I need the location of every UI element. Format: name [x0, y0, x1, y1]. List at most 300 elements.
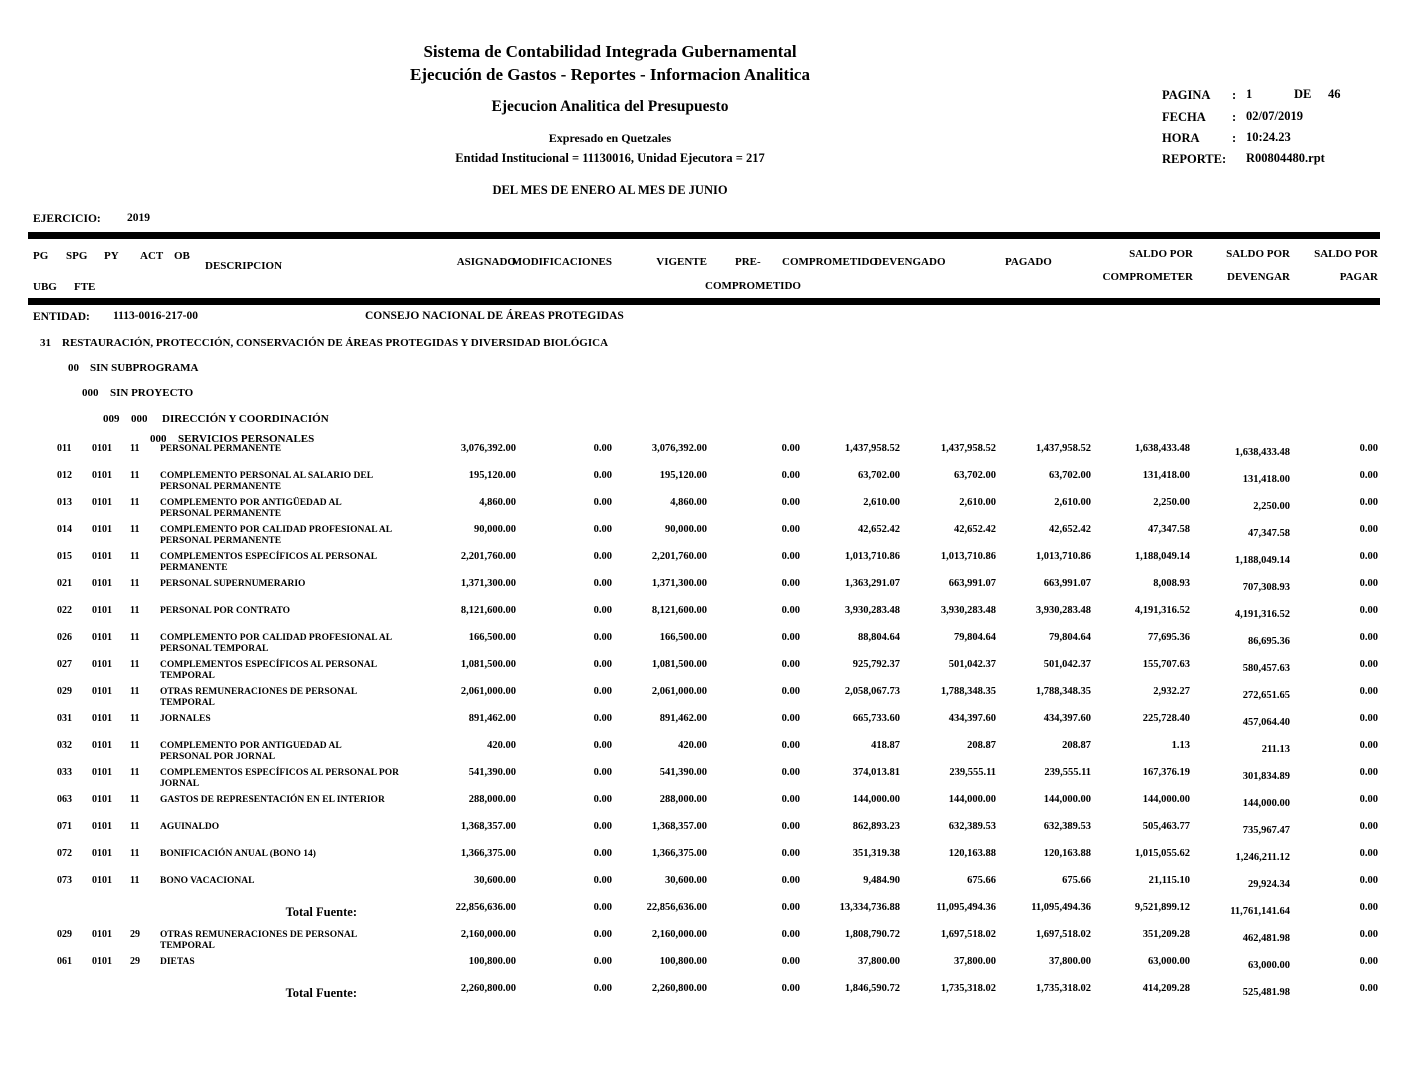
- cell-devengado: 1,697,518.02: [940, 929, 996, 940]
- cell-pre-comprometido: 0.00: [781, 794, 800, 805]
- col-pre-line2: COMPROMETIDO: [705, 280, 801, 292]
- cell-modificaciones: 0.00: [593, 524, 612, 535]
- total-label: Total Fuente:: [285, 905, 357, 919]
- cell-devengado: 434,397.60: [948, 713, 996, 724]
- cell-modificaciones: 0.00: [593, 443, 612, 454]
- col-saldo-devengar-line1: SALDO POR: [1226, 248, 1290, 260]
- description-line: JORNAL: [160, 779, 200, 789]
- ejercicio-value: 2019: [127, 212, 150, 224]
- cell-pagado: 434,397.60: [1043, 713, 1091, 724]
- cell-pre-comprometido: 0.00: [781, 659, 800, 670]
- cell-saldo-pagar: 0.00: [1359, 713, 1378, 724]
- cell-saldo-devengar: 525,481.98: [1242, 987, 1290, 998]
- cell-saldo-comprometer: 414,209.28: [1142, 983, 1190, 994]
- cell-comprometido: 9,484.90: [863, 875, 900, 886]
- cell-saldo-devengar: 4,191,316.52: [1234, 609, 1290, 620]
- cell-asignado: 4,860.00: [479, 497, 516, 508]
- description: [160, 551, 445, 574]
- description-line: COMPLEMENTOS ESPECÍFICOS AL PERSONAL: [160, 660, 378, 670]
- cell-saldo-pagar: 0.00: [1359, 983, 1378, 994]
- cell-saldo-comprometer: 2,250.00: [1153, 497, 1190, 508]
- report-subtitle: Ejecución de Gastos - Reportes - Informacion Analitica: [410, 65, 810, 84]
- code-ob: 027: [57, 659, 72, 670]
- code-ubg: 0101: [92, 686, 112, 697]
- code-fte: 11: [130, 686, 140, 697]
- cell-modificaciones: 0.00: [593, 821, 612, 832]
- table-row: [0, 443, 1408, 470]
- cell-modificaciones: 0.00: [593, 956, 612, 967]
- col-py: PY: [104, 250, 119, 262]
- cell-saldo-comprometer: 155,707.63: [1142, 659, 1190, 670]
- cell-saldo-devengar: 580,457.63: [1242, 663, 1290, 674]
- code-fte: 11: [130, 713, 140, 724]
- description-line: PERSONAL POR JORNAL: [160, 752, 276, 762]
- actividad-name: DIRECCIÓN Y COORDINACIÓN: [162, 413, 329, 425]
- cell-asignado: 3,076,392.00: [460, 443, 516, 454]
- description-line: PERSONAL PERMANENTE: [160, 536, 282, 546]
- cell-asignado: 2,061,000.00: [460, 686, 516, 697]
- code-ubg: 0101: [92, 929, 112, 940]
- hora-label: HORA: [1162, 131, 1200, 145]
- cell-comprometido: 42,652.42: [858, 524, 900, 535]
- cell-pre-comprometido: 0.00: [781, 929, 800, 940]
- cell-comprometido: 665,733.60: [852, 713, 900, 724]
- cell-pagado: 1,735,318.02: [1035, 983, 1091, 994]
- code-fte: 11: [130, 794, 140, 805]
- cell-pagado: 501,042.37: [1043, 659, 1091, 670]
- table-row: [0, 956, 1408, 983]
- cell-saldo-devengar: 457,064.40: [1242, 717, 1290, 728]
- cell-pre-comprometido: 0.00: [781, 578, 800, 589]
- table-row: [0, 578, 1408, 605]
- cell-devengado: 144,000.00: [948, 794, 996, 805]
- actividad-code1: 009: [103, 413, 120, 425]
- description: [160, 767, 445, 790]
- cell-comprometido: 2,058,067.73: [844, 686, 900, 697]
- cell-pagado: 1,013,710.86: [1035, 551, 1091, 562]
- cell-pagado: 42,652.42: [1049, 524, 1091, 535]
- description: [160, 875, 445, 887]
- cell-pre-comprometido: 0.00: [781, 848, 800, 859]
- code-ob: 012: [57, 470, 72, 481]
- cell-devengado: 208.87: [967, 740, 996, 751]
- cell-asignado: 22,856,636.00: [455, 902, 516, 913]
- col-saldo-pagar-line1: SALDO POR: [1314, 248, 1378, 260]
- cell-vigente: 2,201,760.00: [651, 551, 707, 562]
- total-pages: 46: [1328, 87, 1341, 101]
- table-row: [0, 929, 1408, 956]
- description-line: COMPLEMENTO POR CALIDAD PROFESIONAL AL: [160, 525, 393, 535]
- cell-modificaciones: 0.00: [593, 659, 612, 670]
- cell-comprometido: 1,437,958.52: [844, 443, 900, 454]
- report-name: Ejecucion Analitica del Presupuesto: [491, 98, 729, 115]
- code-fte: 11: [130, 767, 140, 778]
- col-comprometido: COMPROMETIDO: [782, 256, 878, 268]
- cell-comprometido: 144,000.00: [852, 794, 900, 805]
- cell-asignado: 1,366,375.00: [460, 848, 516, 859]
- cell-pre-comprometido: 0.00: [781, 875, 800, 886]
- cell-saldo-pagar: 0.00: [1359, 659, 1378, 670]
- cell-saldo-devengar: 1,638,433.48: [1234, 447, 1290, 458]
- cell-saldo-comprometer: 1,188,049.14: [1134, 551, 1190, 562]
- cell-devengado: 3,930,283.48: [940, 605, 996, 616]
- description-line: TEMPORAL: [160, 941, 215, 951]
- cell-saldo-comprometer: 144,000.00: [1142, 794, 1190, 805]
- description: [160, 740, 445, 763]
- cell-pre-comprometido: 0.00: [781, 524, 800, 535]
- code-fte: 29: [130, 929, 140, 940]
- entidad-label: ENTIDAD:: [33, 311, 90, 323]
- table-row: [0, 659, 1408, 686]
- cell-pagado: 1,788,348.35: [1035, 686, 1091, 697]
- cell-devengado: 1,013,710.86: [940, 551, 996, 562]
- cell-modificaciones: 0.00: [593, 875, 612, 886]
- cell-pagado: 239,555.11: [1044, 767, 1091, 778]
- code-ob: 026: [57, 632, 72, 643]
- cell-comprometido: 925,792.37: [852, 659, 900, 670]
- cell-saldo-devengar: 707,308.93: [1242, 582, 1290, 593]
- code-ubg: 0101: [92, 821, 112, 832]
- description-line: PERSONAL PERMANENTE: [160, 444, 282, 454]
- cell-devengado: 120,163.88: [948, 848, 996, 859]
- cell-comprometido: 862,893.23: [852, 821, 900, 832]
- code-ubg: 0101: [92, 470, 112, 481]
- cell-pre-comprometido: 0.00: [781, 767, 800, 778]
- table-row: [0, 767, 1408, 794]
- cell-modificaciones: 0.00: [593, 470, 612, 481]
- description-line: OTRAS REMUNERACIONES DE PERSONAL: [160, 687, 358, 697]
- description: [160, 794, 445, 806]
- divider-top: [28, 232, 1380, 239]
- cell-devengado: 11,095,494.36: [936, 902, 996, 913]
- description-line: BONIFICACIÓN ANUAL (BONO 14): [160, 849, 316, 859]
- description: [160, 821, 445, 833]
- code-ubg: 0101: [92, 578, 112, 589]
- cell-comprometido: 3,930,283.48: [844, 605, 900, 616]
- table-row: [0, 524, 1408, 551]
- cell-asignado: 2,160,000.00: [460, 929, 516, 940]
- cell-saldo-comprometer: 77,695.36: [1148, 632, 1190, 643]
- col-modificaciones: MODIFICACIONES: [511, 256, 612, 268]
- cell-saldo-pagar: 0.00: [1359, 848, 1378, 859]
- cell-saldo-comprometer: 351,209.28: [1142, 929, 1190, 940]
- proyecto-name: SIN PROYECTO: [110, 387, 194, 399]
- cell-asignado: 1,368,357.00: [460, 821, 516, 832]
- cell-pre-comprometido: 0.00: [781, 821, 800, 832]
- cell-devengado: 239,555.11: [949, 767, 996, 778]
- cell-asignado: 195,120.00: [468, 470, 516, 481]
- cell-pagado: 675.66: [1062, 875, 1091, 886]
- col-asignado: ASIGNADO: [456, 256, 516, 268]
- cell-modificaciones: 0.00: [593, 902, 612, 913]
- code-ubg: 0101: [92, 713, 112, 724]
- code-ubg: 0101: [92, 632, 112, 643]
- col-vigente: VIGENTE: [656, 256, 707, 268]
- cell-asignado: 100,800.00: [468, 956, 516, 967]
- cell-vigente: 891,462.00: [659, 713, 707, 724]
- table-row: [0, 632, 1408, 659]
- programa-code: 31: [40, 337, 51, 349]
- code-ubg: 0101: [92, 551, 112, 562]
- cell-comprometido: 63,702.00: [858, 470, 900, 481]
- cell-vigente: 166,500.00: [659, 632, 707, 643]
- description-line: PERSONAL PERMANENTE: [160, 509, 282, 519]
- ejercicio-label: EJERCICIO:: [33, 213, 101, 225]
- code-ubg: 0101: [92, 848, 112, 859]
- cell-vigente: 1,081,500.00: [651, 659, 707, 670]
- divider-header: [28, 298, 1380, 305]
- col-saldo-comprometer-line1: SALDO POR: [1129, 248, 1193, 260]
- code-ob: 072: [57, 848, 72, 859]
- cell-pagado: 1,697,518.02: [1035, 929, 1091, 940]
- cell-vigente: 1,371,300.00: [651, 578, 707, 589]
- cell-saldo-pagar: 0.00: [1359, 875, 1378, 886]
- description: [160, 605, 445, 617]
- cell-saldo-comprometer: 131,418.00: [1142, 470, 1190, 481]
- col-pagado: PAGADO: [1005, 256, 1052, 268]
- cell-vigente: 2,160,000.00: [651, 929, 707, 940]
- code-fte: 11: [130, 470, 140, 481]
- cell-modificaciones: 0.00: [593, 578, 612, 589]
- code-ubg: 0101: [92, 524, 112, 535]
- col-devengado: DEVENGADO: [874, 256, 946, 268]
- description: [160, 713, 445, 725]
- col-fte: FTE: [74, 281, 96, 293]
- table-row: [0, 713, 1408, 740]
- cell-saldo-comprometer: 1.13: [1171, 740, 1190, 751]
- total-row: [0, 902, 1408, 929]
- cell-vigente: 22,856,636.00: [646, 902, 707, 913]
- cell-saldo-pagar: 0.00: [1359, 902, 1378, 913]
- entidad-name: CONSEJO NACIONAL DE ÁREAS PROTEGIDAS: [365, 310, 624, 322]
- cell-devengado: 42,652.42: [954, 524, 996, 535]
- table-row: [0, 497, 1408, 524]
- table-row: [0, 740, 1408, 767]
- description: [160, 497, 445, 520]
- code-ob: 029: [57, 686, 72, 697]
- col-saldo-comprometer-line2: COMPROMETER: [1102, 271, 1193, 283]
- cell-pagado: 11,095,494.36: [1031, 902, 1091, 913]
- cell-devengado: 2,610.00: [959, 497, 996, 508]
- code-ubg: 0101: [92, 956, 112, 967]
- cell-devengado: 663,991.07: [948, 578, 996, 589]
- fecha-colon: :: [1232, 110, 1237, 124]
- entity-filter-line: Entidad Institucional = 11130016, Unidad Ejecutora = 217: [455, 151, 765, 165]
- report-title: Sistema de Contabilidad Integrada Gubernamental: [423, 42, 797, 61]
- code-fte: 11: [130, 632, 140, 643]
- total-row: [0, 983, 1408, 1010]
- period-line: DEL MES DE ENERO AL MES DE JUNIO: [492, 183, 728, 197]
- code-ob: 022: [57, 605, 72, 616]
- description: [160, 524, 445, 547]
- code-fte: 11: [130, 848, 140, 859]
- code-ubg: 0101: [92, 875, 112, 886]
- cell-devengado: 79,804.64: [954, 632, 996, 643]
- code-fte: 11: [130, 551, 140, 562]
- cell-devengado: 632,389.53: [948, 821, 996, 832]
- cell-modificaciones: 0.00: [593, 848, 612, 859]
- cell-pagado: 632,389.53: [1043, 821, 1091, 832]
- cell-modificaciones: 0.00: [593, 632, 612, 643]
- code-ob: 011: [57, 443, 72, 454]
- description: [160, 632, 445, 655]
- reporte-label: REPORTE:: [1162, 152, 1227, 166]
- entidad-code: 1113-0016-217-00: [113, 310, 198, 322]
- col-saldo-devengar-line2: DEVENGAR: [1227, 271, 1290, 283]
- code-ubg: 0101: [92, 443, 112, 454]
- cell-saldo-pagar: 0.00: [1359, 929, 1378, 940]
- cell-saldo-pagar: 0.00: [1359, 443, 1378, 454]
- cell-comprometido: 2,610.00: [863, 497, 900, 508]
- cell-saldo-comprometer: 21,115.10: [1148, 875, 1190, 886]
- cell-saldo-devengar: 29,924.34: [1248, 879, 1290, 890]
- code-fte: 11: [130, 443, 140, 454]
- description-line: TEMPORAL: [160, 671, 215, 681]
- cell-saldo-pagar: 0.00: [1359, 578, 1378, 589]
- col-saldo-pagar-line2: PAGAR: [1339, 271, 1378, 283]
- code-fte: 11: [130, 821, 140, 832]
- table-row: [0, 821, 1408, 848]
- code-ubg: 0101: [92, 794, 112, 805]
- description-line: PERMANENTE: [160, 563, 228, 573]
- cell-saldo-comprometer: 167,376.19: [1142, 767, 1190, 778]
- cell-saldo-pagar: 0.00: [1359, 497, 1378, 508]
- col-pre-line1: PRE-: [735, 256, 761, 268]
- cell-asignado: 90,000.00: [474, 524, 516, 535]
- cell-modificaciones: 0.00: [593, 713, 612, 724]
- cell-saldo-devengar: 211.13: [1261, 744, 1290, 755]
- cell-asignado: 8,121,600.00: [460, 605, 516, 616]
- description-line: GASTOS DE REPRESENTACIÓN EN EL INTERIOR: [160, 795, 385, 805]
- total-label: Total Fuente:: [285, 986, 357, 1000]
- cell-saldo-devengar: 131,418.00: [1242, 474, 1290, 485]
- cell-saldo-comprometer: 63,000.00: [1148, 956, 1190, 967]
- code-ubg: 0101: [92, 497, 112, 508]
- cell-devengado: 675.66: [967, 875, 996, 886]
- cell-vigente: 3,076,392.00: [651, 443, 707, 454]
- cell-pre-comprometido: 0.00: [781, 686, 800, 697]
- table-row: [0, 875, 1408, 902]
- code-fte: 11: [130, 524, 140, 535]
- table-row: [0, 794, 1408, 821]
- cell-modificaciones: 0.00: [593, 929, 612, 940]
- table-row: [0, 848, 1408, 875]
- de-label: DE: [1294, 87, 1312, 101]
- cell-modificaciones: 0.00: [593, 794, 612, 805]
- code-ubg: 0101: [92, 767, 112, 778]
- code-fte: 29: [130, 956, 140, 967]
- table-body: [0, 443, 1408, 1010]
- cell-devengado: 37,800.00: [954, 956, 996, 967]
- grupo-name: SERVICIOS PERSONALES: [178, 433, 315, 445]
- code-ob: 031: [57, 713, 72, 724]
- cell-asignado: 541,390.00: [468, 767, 516, 778]
- cell-comprometido: 13,334,736.88: [839, 902, 900, 913]
- reporte-value: R00804480.rpt: [1246, 151, 1325, 165]
- description: [160, 956, 445, 968]
- cell-saldo-devengar: 86,695.36: [1248, 636, 1290, 647]
- cell-pagado: 3,930,283.48: [1035, 605, 1091, 616]
- cell-saldo-devengar: 301,834.89: [1242, 771, 1290, 782]
- description: [160, 929, 445, 952]
- cell-devengado: 1,735,318.02: [940, 983, 996, 994]
- cell-modificaciones: 0.00: [593, 740, 612, 751]
- cell-vigente: 2,260,800.00: [651, 983, 707, 994]
- cell-modificaciones: 0.00: [593, 767, 612, 778]
- pagina-value: 1: [1246, 87, 1253, 101]
- cell-comprometido: 1,808,790.72: [844, 929, 900, 940]
- cell-saldo-comprometer: 9,521,899.12: [1134, 902, 1190, 913]
- cell-saldo-devengar: 47,347.58: [1248, 528, 1290, 539]
- description-line: PERSONAL SUPERNUMERARIO: [160, 579, 306, 589]
- description: [160, 470, 445, 493]
- cell-pagado: 1,437,958.52: [1035, 443, 1091, 454]
- cell-pre-comprometido: 0.00: [781, 740, 800, 751]
- cell-saldo-devengar: 1,188,049.14: [1234, 555, 1290, 566]
- description: [160, 686, 445, 709]
- cell-saldo-pagar: 0.00: [1359, 767, 1378, 778]
- cell-vigente: 4,860.00: [670, 497, 707, 508]
- cell-vigente: 195,120.00: [659, 470, 707, 481]
- subprograma-name: SIN SUBPROGRAMA: [90, 362, 199, 374]
- cell-asignado: 1,371,300.00: [460, 578, 516, 589]
- cell-asignado: 166,500.00: [468, 632, 516, 643]
- cell-vigente: 1,368,357.00: [651, 821, 707, 832]
- cell-pre-comprometido: 0.00: [781, 551, 800, 562]
- cell-comprometido: 1,363,291.07: [844, 578, 900, 589]
- cell-modificaciones: 0.00: [593, 497, 612, 508]
- pagina-label: PAGINA: [1162, 88, 1211, 102]
- code-ob: 063: [57, 794, 72, 805]
- description-line: COMPLEMENTO POR ANTIGÜEDAD AL: [160, 498, 342, 508]
- cell-saldo-devengar: 735,967.47: [1242, 825, 1290, 836]
- description-line: COMPLEMENTOS ESPECÍFICOS AL PERSONAL POR: [160, 768, 399, 778]
- cell-saldo-comprometer: 4,191,316.52: [1134, 605, 1190, 616]
- description-line: PERSONAL PERMANENTE: [160, 482, 282, 492]
- description-line: TEMPORAL: [160, 698, 215, 708]
- pagina-colon: :: [1232, 88, 1237, 102]
- cell-pre-comprometido: 0.00: [781, 605, 800, 616]
- code-ubg: 0101: [92, 740, 112, 751]
- code-ob: 021: [57, 578, 72, 589]
- code-fte: 11: [130, 497, 140, 508]
- cell-saldo-devengar: 11,761,141.64: [1230, 906, 1290, 917]
- cell-saldo-comprometer: 1,015,055.62: [1134, 848, 1190, 859]
- code-ob: 013: [57, 497, 72, 508]
- cell-saldo-comprometer: 505,463.77: [1142, 821, 1190, 832]
- cell-vigente: 541,390.00: [659, 767, 707, 778]
- cell-devengado: 63,702.00: [954, 470, 996, 481]
- cell-pagado: 63,702.00: [1049, 470, 1091, 481]
- description-line: OTRAS REMUNERACIONES DE PERSONAL: [160, 930, 358, 940]
- cell-vigente: 288,000.00: [659, 794, 707, 805]
- cell-pagado: 144,000.00: [1043, 794, 1091, 805]
- cell-saldo-pagar: 0.00: [1359, 470, 1378, 481]
- cell-saldo-pagar: 0.00: [1359, 524, 1378, 535]
- description: [160, 659, 445, 682]
- cell-pagado: 79,804.64: [1049, 632, 1091, 643]
- cell-pagado: 663,991.07: [1043, 578, 1091, 589]
- code-ubg: 0101: [92, 605, 112, 616]
- code-ob: 073: [57, 875, 72, 886]
- cell-saldo-pagar: 0.00: [1359, 821, 1378, 832]
- cell-devengado: 501,042.37: [948, 659, 996, 670]
- cell-saldo-comprometer: 2,932.27: [1153, 686, 1190, 697]
- cell-pre-comprometido: 0.00: [781, 713, 800, 724]
- code-ob: 015: [57, 551, 72, 562]
- description: [160, 578, 445, 590]
- table-row: [0, 605, 1408, 632]
